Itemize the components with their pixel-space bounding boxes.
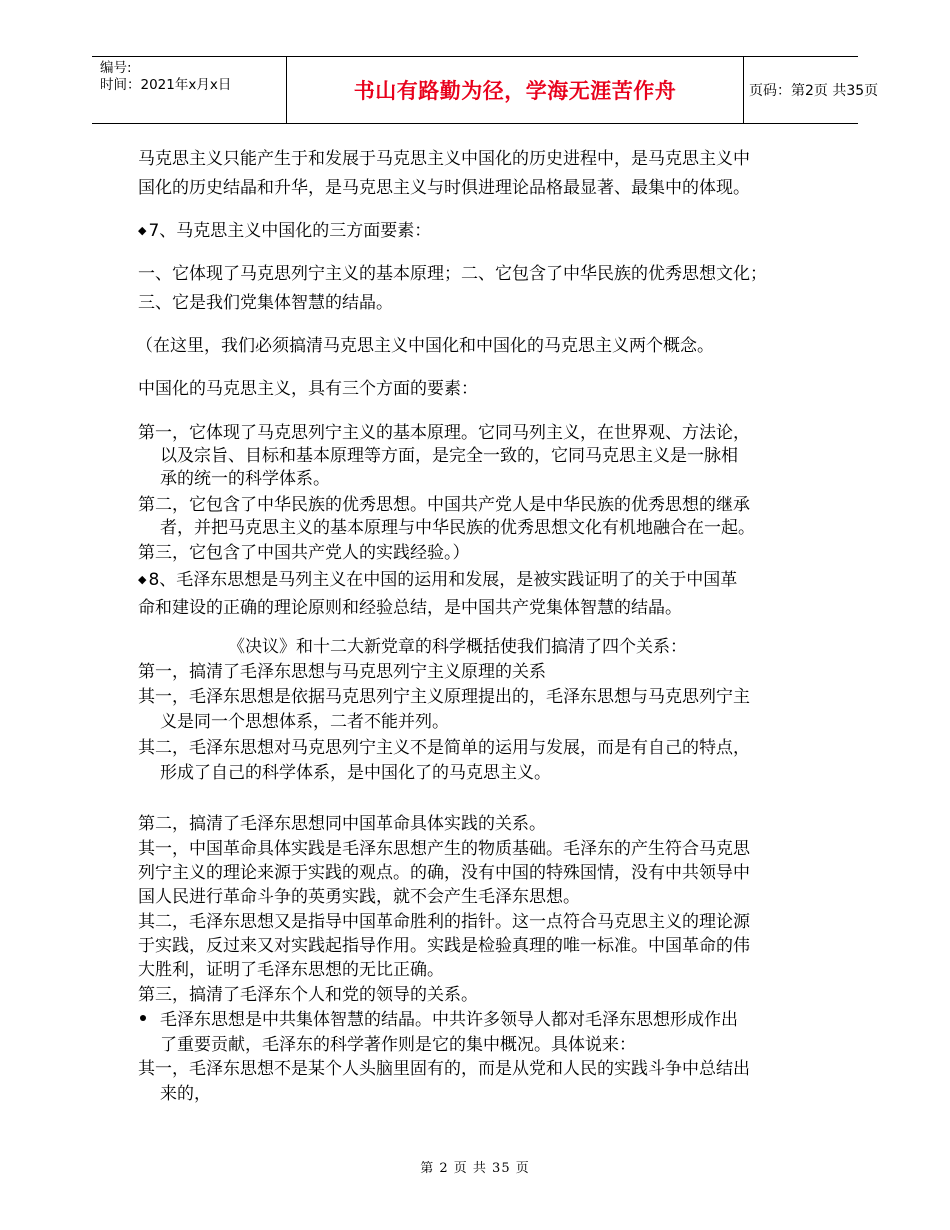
paragraph-line: 于实践，反过来又对实践起指导作用。实践是检验真理的唯一标准。中国革命的伟: [138, 936, 750, 956]
paragraph-line: 来的，: [160, 1084, 211, 1104]
paragraph-line: （在这里，我们必须搞清马克思主义中国化和中国化的马克思主义两个概念。: [136, 336, 714, 356]
paragraph-line: 其二，毛泽东思想对马克思列宁主义不是简单的运用与发展，而是有自己的特点，: [138, 738, 750, 758]
paragraph-line: 三、它是我们党集体智慧的结晶。: [138, 293, 393, 313]
paragraph-line: 一、它体现了马克思列宁主义的基本原理；二、它包含了中华民族的优秀思想文化；: [138, 264, 767, 284]
number-label: 编号:: [100, 60, 132, 76]
paragraph-line: 列宁主义的理论来源于实践的观点。的确，没有中国的特殊国情，没有中共领导中: [138, 863, 750, 883]
page-header: [92, 56, 879, 124]
time-label: 时间：2021年x月x日: [100, 77, 232, 93]
paragraph-line: 第二，它包含了中华民族的优秀思想。中国共产党人是中华民族的优秀思想的继承: [138, 495, 750, 515]
paragraph-line: 第二，搞清了毛泽东思想同中国革命具体实践的关系。: [138, 814, 546, 834]
diamond-bullet-icon: ◆: [138, 224, 147, 237]
paragraph-line: 马克思主义只能产生于和发展于马克思主义中国化的历史进程中，是马克思主义中: [138, 149, 750, 169]
header-page-cell: [743, 57, 879, 123]
paragraph-line: 其二，毛泽东思想又是指导中国革命胜利的指针。这一点符合马克思主义的理论源: [138, 912, 750, 932]
motto: 书山有路勤为径，学海无涯苦作舟: [353, 79, 677, 103]
paragraph-line: 中国化的马克思主义，具有三个方面的要素：: [138, 379, 478, 399]
paragraph-line: 第三，它包含了中国共产党人的实践经验。）: [138, 543, 470, 563]
paragraph-line: 以及宗旨、目标和基本原理等方面，是完全一致的，它同马克思主义是一脉相: [160, 446, 738, 466]
paragraph-line: 第三，搞清了毛泽东个人和党的领导的关系。: [138, 985, 478, 1005]
paragraph-line: 国人民进行革命斗争的英勇实践，就不会产生毛泽东思想。: [138, 887, 580, 907]
paragraph-text: 8、毛泽东思想是马列主义在中国的运用和发展，是被实践证明了的关于中国革: [148, 570, 738, 590]
paragraph-line: 义是同一个思想体系，二者不能并列。: [160, 712, 449, 732]
paragraph-line: 形成了自己的科学体系，是中国化了的马克思主义。: [160, 763, 551, 783]
list-item: [138, 220, 431, 242]
paragraph-line: 大胜利，证明了毛泽东思想的无比正确。: [138, 960, 444, 980]
section-heading: 《决议》和十二大新党章的科学概括使我们搞清了四个关系：: [228, 637, 687, 657]
page-footer: 第 2 页 共 35 页: [420, 1161, 530, 1176]
round-bullet-icon: [140, 1015, 146, 1021]
paragraph-line: 其一，毛泽东思想不是某个人头脑里固有的，而是从党和人民的实践斗争中总结出: [138, 1059, 750, 1079]
list-item: [138, 569, 737, 591]
header-motto-cell: [286, 57, 744, 123]
paragraph-text: 7、马克思主义中国化的三方面要素：: [148, 221, 432, 241]
list-item: [138, 1009, 738, 1031]
diamond-bullet-icon: ◆: [138, 573, 147, 586]
paragraph-line: 其一，毛泽东思想是依据马克思列宁主义原理提出的，毛泽东思想与马克思列宁主: [138, 687, 750, 707]
paragraph-line: 命和建设的正确的理论原则和经验总结，是中国共产党集体智慧的结晶。: [138, 598, 682, 618]
paragraph-line: 者，并把马克思主义的基本原理与中华民族的优秀思想文化有机地融合在一起。: [160, 518, 755, 538]
paragraph-line: 第一，它体现了马克思列宁主义的基本原理。它同马列主义，在世界观、方法论，: [138, 423, 750, 443]
paragraph-line: 第一，搞清了毛泽东思想与马克思列宁主义原理的关系: [138, 662, 546, 682]
page-code: 页码：第2页 共35页: [749, 83, 879, 99]
paragraph-text: 毛泽东思想是中共集体智慧的结晶。中共许多领导人都对毛泽东思想形成作出: [160, 1010, 738, 1030]
paragraph-line: 了重要贡献，毛泽东的科学著作则是它的集中概况。具体说来：: [160, 1035, 636, 1055]
paragraph-line: 国化的历史结晶和升华，是马克思主义与时俱进理论品格最显著、最集中的体现。: [138, 178, 750, 198]
paragraph-line: 其一，中国革命具体实践是毛泽东思想产生的物质基础。毛泽东的产生符合马克思: [138, 839, 750, 859]
header-meta-cell: [92, 57, 286, 123]
paragraph-line: 承的统一的科学体系。: [160, 469, 330, 489]
